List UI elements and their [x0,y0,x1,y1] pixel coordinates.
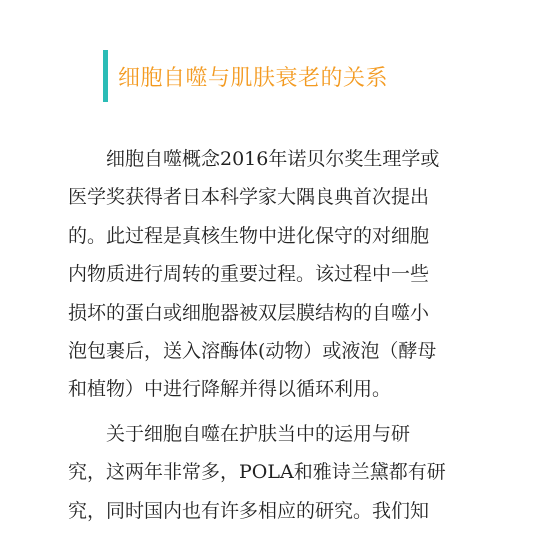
heading-accent-bar [103,50,108,102]
text-line: 细胞自噬概念2016年诺贝尔奖生理学或 [106,148,440,170]
text-line: 内物质进行周转的重要过程。该过程中一些 [68,263,430,286]
text-line: 泡包裹后，送入溶酶体(动物）或液泡（酵母 [68,339,437,362]
text-line: 关于细胞自噬在护肤当中的运用与研 [106,422,411,445]
text-line: 和植物）中进行降解并得以循环利用。 [68,378,392,401]
section-heading [103,50,388,102]
text-line: 医学奖获得者日本科学家大隅良典首次提出 [68,186,430,209]
text-line: 究，这两年非常多，POLA和雅诗兰黛都有研 [68,461,446,484]
heading-title: 细胞自噬与肌肤衰老的关系 [118,65,389,91]
text-line: 损坏的蛋白或细胞器被双层膜结构的自噬小 [68,301,430,324]
paragraph-2 [68,415,498,530]
text-line: 的。此过程是真核生物中进化保守的对细胞 [68,224,430,247]
paragraph-1 [68,140,498,409]
article-body [68,140,498,530]
text-line: 究，同时国内也有许多相应的研究。我们知 [68,499,430,522]
